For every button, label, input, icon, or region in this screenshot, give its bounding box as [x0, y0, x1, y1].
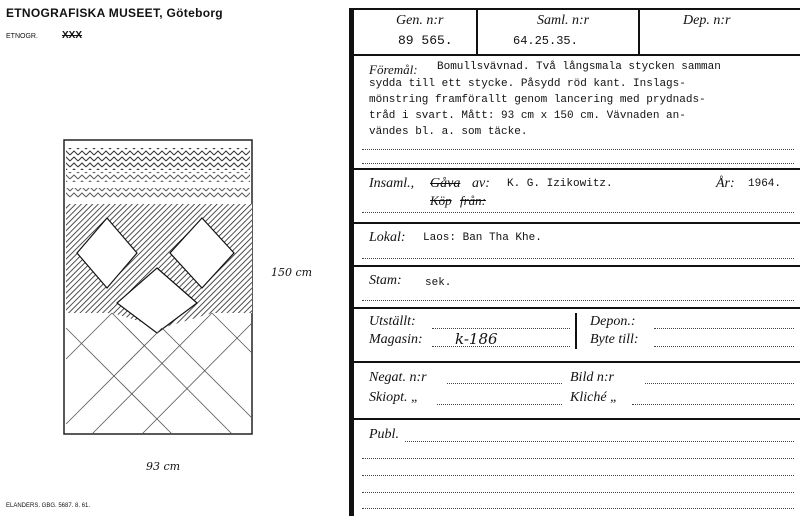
foremal-line-4: tråd i svart. Mått: 93 cm x 150 cm. Vävnaden an-: [369, 110, 686, 122]
lokal-dotline: [362, 258, 794, 259]
foremal-dotline-2: [362, 163, 794, 164]
publ-dotline-2: [362, 458, 794, 459]
foremal-label: Föremål:: [369, 62, 418, 77]
depon-label: Depon.:: [590, 314, 636, 329]
publ-dotline-1: [405, 441, 794, 442]
foremal-line-2: sydda till ett stycke. Påsydd röd kant. Inslags-: [369, 78, 686, 90]
depon-dotline: [654, 328, 794, 329]
textile-drawing: [62, 138, 256, 438]
insaml-value: K. G. Izikowitz.: [507, 178, 613, 190]
textile-band-1: [66, 172, 250, 182]
gen-nr-value: 89 565.: [398, 33, 453, 48]
header-bottom-rule: [352, 54, 800, 56]
foremal-line-3: mönstring framförallt genom lancering med prydnads-: [369, 94, 706, 106]
publ-dotline-4: [362, 492, 794, 493]
negat-label: Negat. n:r: [369, 370, 427, 385]
dep-nr-label: Dep. n:r: [683, 13, 731, 28]
section-rule-3: [352, 265, 800, 267]
lokal-value: Laos: Ban Tha Khe.: [423, 232, 542, 244]
ar-value: 1964.: [748, 178, 782, 190]
header-divider-1: [476, 8, 478, 55]
utstallt-dotline: [432, 328, 570, 329]
kop-struck: Köp: [430, 193, 452, 208]
av-label: av:: [472, 176, 490, 191]
textile-band-2: [66, 188, 250, 198]
stam-label: Stam:: [369, 273, 402, 288]
publ-label: Publ.: [369, 427, 399, 442]
width-note: 93 cm: [146, 460, 181, 473]
skiopt-dotline: [437, 404, 562, 405]
lokal-label: Lokal:: [369, 230, 406, 245]
insaml-dotline: [362, 212, 794, 213]
kliche-label: Kliché „: [570, 390, 618, 405]
ar-label: År:: [716, 176, 735, 191]
skiopt-label: Skiopt. „: [369, 390, 419, 405]
byte-dotline: [654, 346, 794, 347]
magasin-label: Magasin:: [369, 332, 423, 347]
card-left-rule: [349, 8, 354, 516]
gava-struck: Gåva: [430, 176, 461, 191]
section-rule-1: [352, 168, 800, 170]
foremal-dotline-1: [362, 149, 794, 150]
magasin-dotline: [432, 346, 570, 347]
stam-value: sek.: [425, 277, 452, 289]
bild-dotline: [645, 383, 794, 384]
header-divider-2: [638, 8, 640, 55]
stam-dotline: [362, 300, 794, 301]
negat-dotline: [447, 383, 562, 384]
foremal-line-5: vändes bl. a. som täcke.: [369, 126, 528, 138]
etnogr-struck-value: XXX: [62, 30, 83, 41]
utstallt-label: Utställt:: [369, 314, 416, 329]
section-rule-5: [352, 361, 800, 363]
textile-fringe-top: [66, 148, 250, 170]
kliche-dotline: [632, 404, 794, 405]
byte-label: Byte till:: [590, 332, 639, 347]
section-rule-2: [352, 222, 800, 224]
publ-dotline-3: [362, 475, 794, 476]
bild-label: Bild n:r: [570, 370, 614, 385]
saml-nr-label: Saml. n:r: [537, 13, 590, 28]
publ-dotline-5: [362, 508, 794, 509]
section-rule-6: [352, 418, 800, 420]
height-note: 150 cm: [271, 266, 313, 279]
foremal-line-1: Bomullsvävnad. Två långsmala stycken samman: [437, 61, 721, 73]
museum-title: ETNOGRAFISKA MUSEET, Göteborg: [6, 6, 223, 20]
gen-nr-label: Gen. n:r: [396, 13, 444, 28]
saml-nr-value: 64.25.35.: [513, 34, 578, 48]
fran-struck: från:: [460, 193, 486, 208]
magasin-value: k-186: [455, 330, 498, 348]
printer-info: ELANDERS. GBG. 5687. 8. 61.: [6, 503, 91, 509]
magasin-divider: [575, 313, 577, 349]
insaml-label: Insaml.,: [369, 176, 415, 191]
card-top-rule: [352, 8, 800, 10]
etnogr-label: ETNOGR.: [6, 33, 38, 40]
section-rule-4: [352, 307, 800, 309]
